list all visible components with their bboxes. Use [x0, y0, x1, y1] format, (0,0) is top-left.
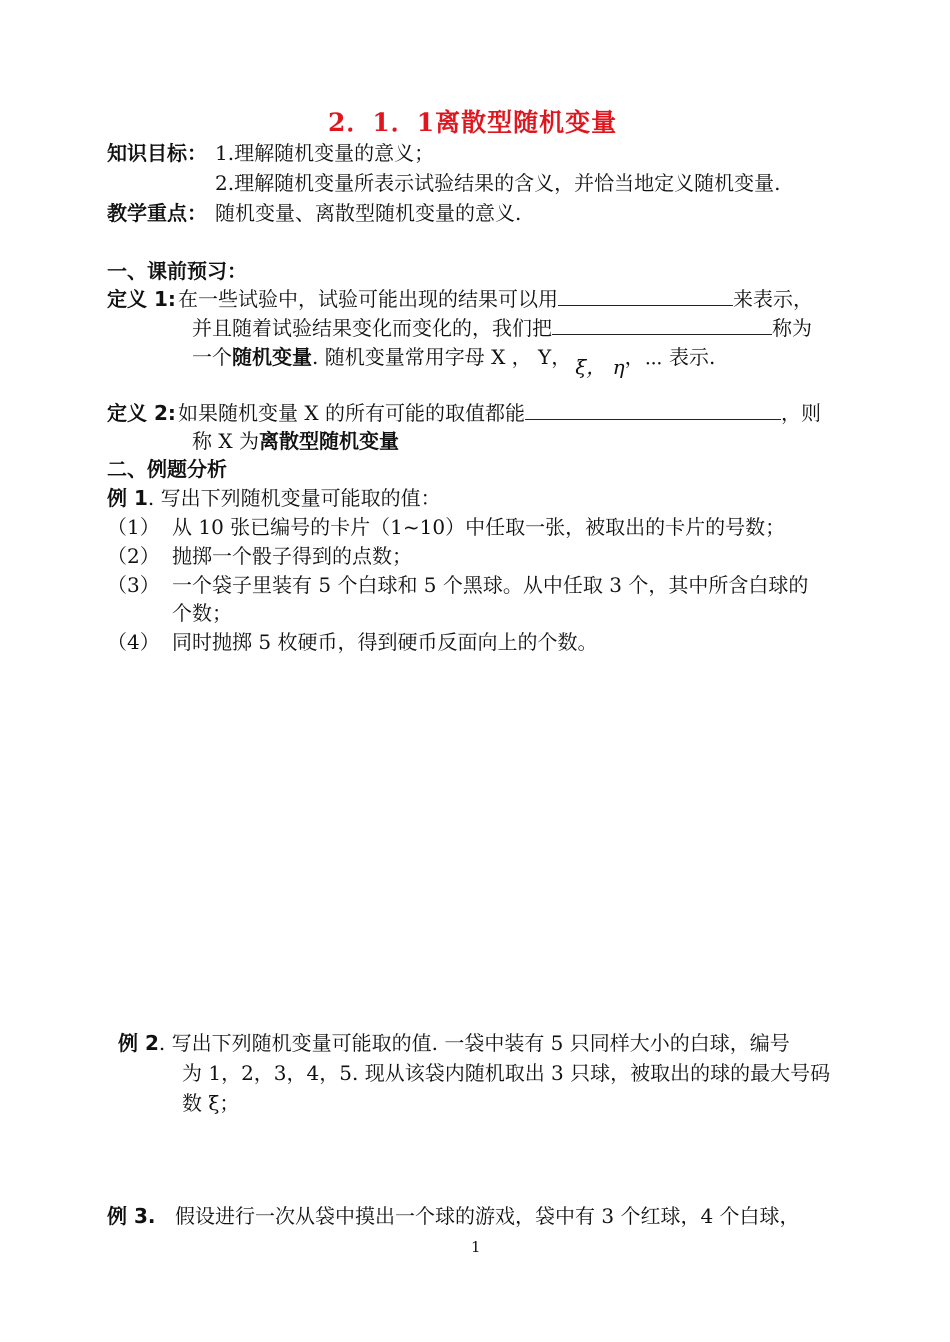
ex1-text: . 写出下列随机变量可能取的值： [147, 486, 441, 510]
def1-line2-tail: 称为 [772, 316, 812, 340]
def1-line1-tail: 来表示， [733, 287, 813, 311]
ex1-item-4 [107, 629, 597, 655]
ex2-label: 例 2 [118, 1031, 159, 1055]
def1-line3-text: 一个 [192, 345, 232, 369]
ex3-line1 [107, 1203, 800, 1229]
ex1-item-text: 从 10 张已编号的卡片（1~10）中任取一张，被取出的卡片的号数； [172, 515, 786, 539]
ex2-line1 [118, 1030, 790, 1056]
ex2-text-1: . 写出下列随机变量可能取的值. 一袋中装有 5 只同样大小的白球，编号 [158, 1031, 790, 1055]
goal-item-1: 1.理解随机变量的意义； [215, 141, 435, 165]
def2-label: 定义 2: [107, 401, 176, 425]
goals-label: 知识目标： [107, 141, 207, 165]
ex1-label: 例 1 [107, 486, 148, 510]
def1-line1-text: 在一些试验中，试验可能出现的结果可以用 [178, 287, 558, 311]
def2-line1-text: 如果随机变量 X 的所有可能的取值都能 [178, 401, 525, 425]
def2-line2 [192, 428, 399, 454]
section-preview-heading: 一、课前预习： [107, 259, 247, 283]
ex1-item-num: （3） [107, 573, 160, 597]
ex2-text-3: 数 ξ； [182, 1091, 240, 1115]
ex1-item-text: 抛掷一个骰子得到的点数； [172, 544, 412, 568]
ex1-item-num: （2） [107, 544, 160, 568]
ex1-heading [107, 485, 441, 511]
ex3-label: 例 3. [107, 1204, 156, 1228]
ex1-item-1 [107, 514, 785, 540]
ex1-item-3 [107, 572, 808, 598]
def1-label: 定义 1: [107, 287, 176, 311]
def2-line1 [178, 400, 821, 426]
ex1-item-text: 同时抛掷 5 枚硬币，得到硬币反面向上的个数。 [172, 630, 598, 654]
key-points-value: 随机变量、离散型随机变量的意义. [215, 201, 522, 225]
ex3-text: 假设进行一次从袋中摸出一个球的游戏，袋中有 3 个红球，4 个白球， [175, 1204, 800, 1228]
def2-line1-tail: ，则 [780, 401, 821, 425]
page-number: 1 [471, 1238, 481, 1256]
def2-term: 离散型随机变量 [258, 429, 399, 453]
section-examples-heading: 二、例题分析 [107, 457, 227, 481]
page-title: 2．1．1离散型随机变量 [328, 108, 618, 137]
def1-line3 [192, 344, 716, 379]
def1-term: 随机变量 [232, 345, 312, 369]
ex1-item-num: （4） [107, 630, 160, 654]
def1-line2-text: 并且随着试验结果变化而变化的，我们把 [192, 316, 552, 340]
ex1-item-text: 一个袋子里装有 5 个白球和 5 个黑球。从中任取 3 个，其中所含白球的 [172, 573, 809, 597]
def1-line3-tail: ，⋯ 表示. [624, 345, 716, 369]
ex2-line3 [182, 1090, 239, 1116]
def2-blank[interactable] [525, 401, 781, 420]
def1-line1 [178, 286, 813, 312]
goal-item-2: 2.理解随机变量所表示试验结果的含义，并恰当地定义随机变量. [215, 171, 781, 195]
ex1-item-text: 个数； [172, 601, 232, 625]
def1-blank-1[interactable] [558, 287, 733, 306]
ex1-item-3-cont [172, 600, 232, 626]
def1-line2 [192, 315, 812, 341]
key-points-label: 教学重点： [107, 201, 207, 225]
def1-greek-letters: ξ， η [575, 355, 625, 379]
ex2-text-2: 为 1，2，3，4，5. 现从该袋内随机取出 3 只球，被取出的球的最大号码 [182, 1061, 831, 1085]
ex1-item-num: （1） [107, 515, 160, 539]
def1-blank-2[interactable] [552, 316, 772, 335]
def2-line2-text: 称 X 为 [192, 429, 259, 453]
ex2-line2 [182, 1060, 830, 1086]
key-points-text [215, 200, 521, 226]
ex1-item-2 [107, 543, 412, 569]
def1-line3-mid: . 随机变量常用字母 X ， Y， [312, 345, 572, 369]
